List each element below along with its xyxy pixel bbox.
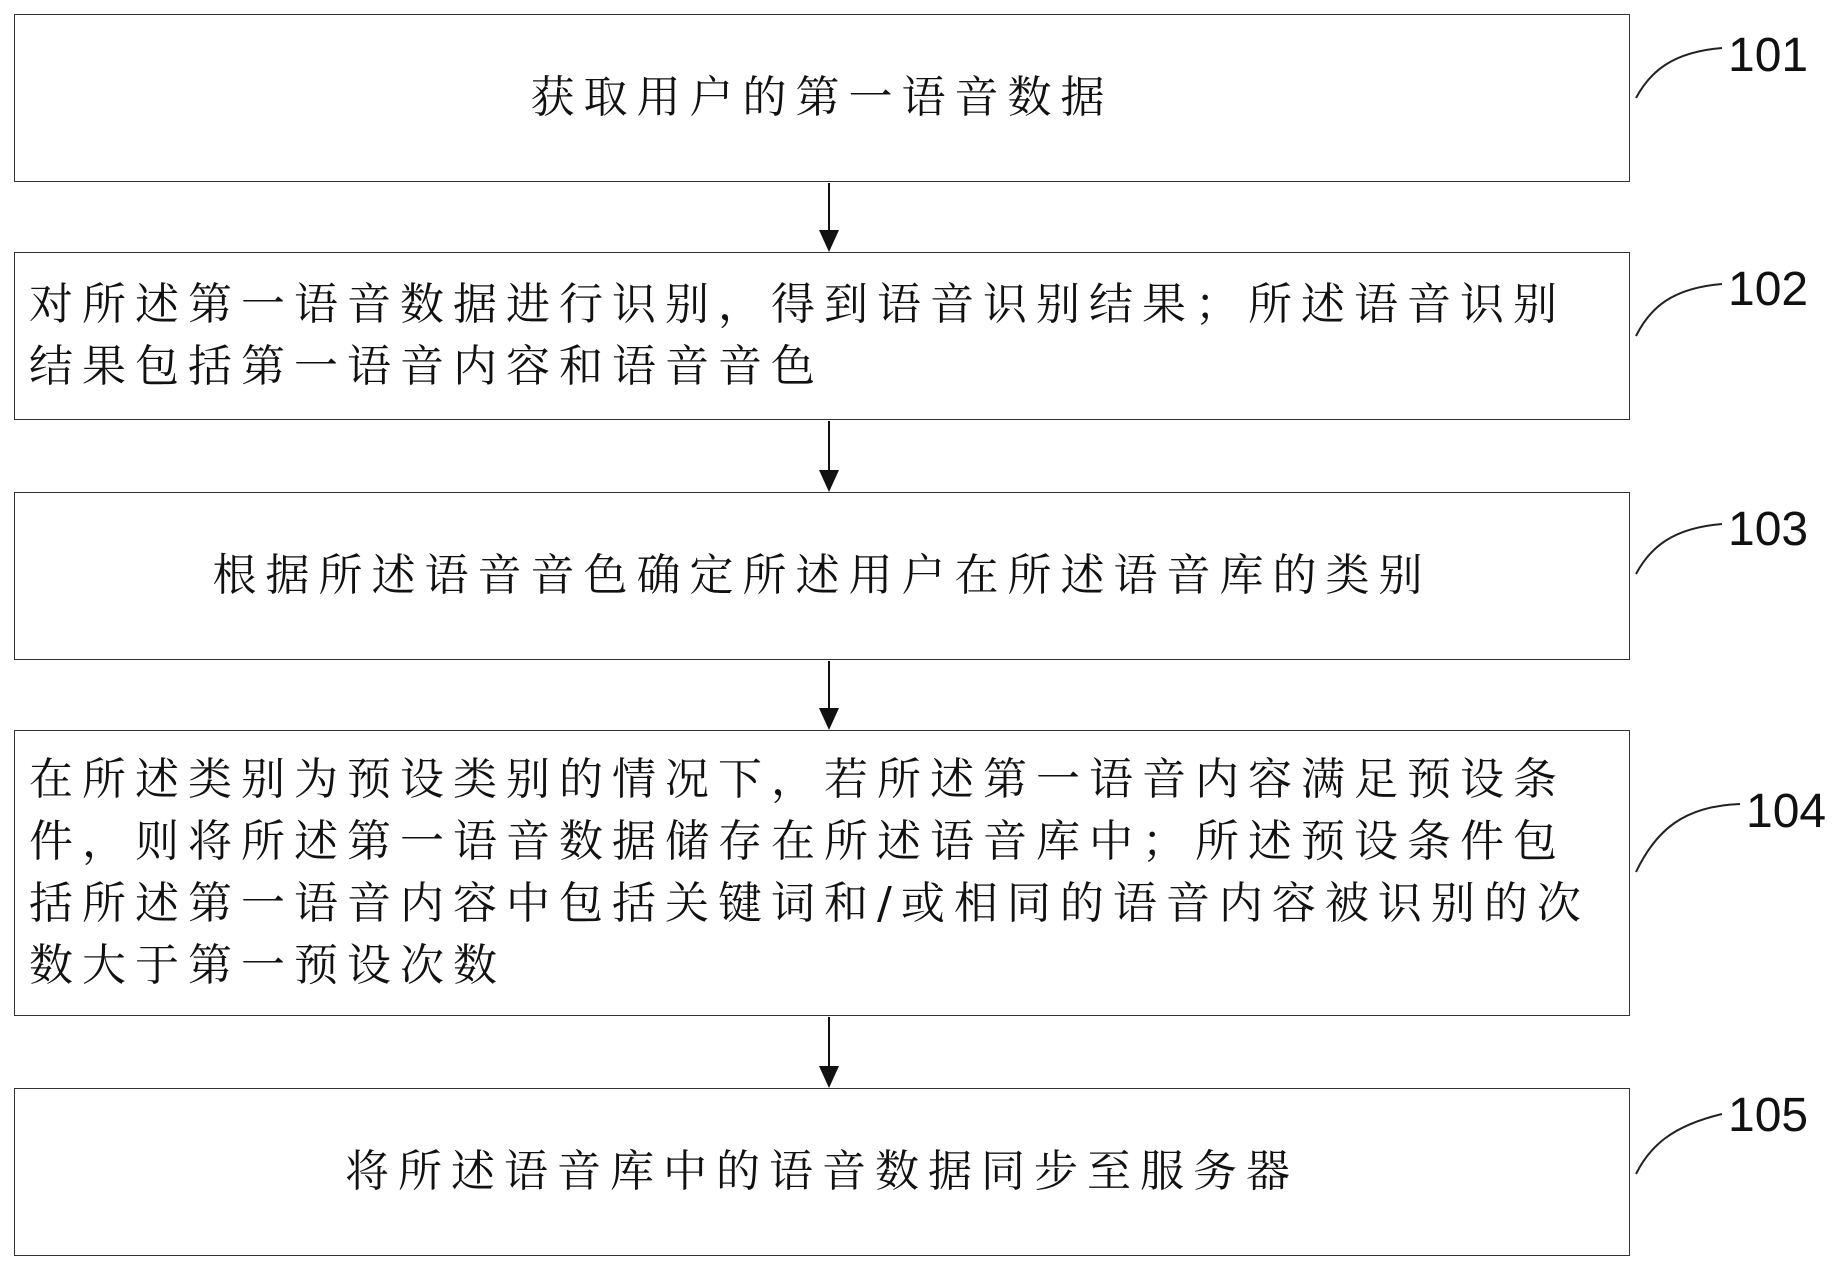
step-101-label: 101: [1728, 29, 1809, 82]
arrow-103-to-104-head: [819, 708, 839, 730]
step-103-text: 根据所述语音音色确定所述用户在所述语音库的类别: [212, 550, 1432, 601]
arrow-104-to-105-head: [819, 1066, 839, 1088]
leader-105: [1636, 1114, 1722, 1174]
leader-104: [1636, 804, 1740, 872]
leader-102: [1636, 284, 1722, 336]
step-103-label: 103: [1728, 503, 1809, 556]
step-104-text: 在所述类别为预设类别的情况下，若所述第一语音内容满足预设条件，则将所述第一语音数据储存在所述语音库中；所述预设条件包括所述第一语音内容中包括关键词和/或相同的语音内容被识别的次数大于第一预设次数: [29, 754, 1590, 991]
step-104-label: 104: [1746, 785, 1827, 838]
leader-103: [1636, 524, 1722, 574]
step-102-text: 对所述第一语音数据进行识别，得到语音识别结果；所述语音识别结果包括第一语音内容和语音音色: [29, 279, 1566, 392]
leader-101: [1636, 48, 1722, 98]
arrow-102-to-103-head: [819, 470, 839, 492]
step-101-text: 获取用户的第一语音数据: [530, 72, 1114, 123]
step-105-text: 将所述语音库中的语音数据同步至服务器: [345, 1146, 1299, 1197]
arrow-101-to-102-head: [819, 230, 839, 252]
step-102-label: 102: [1728, 263, 1809, 316]
step-105-label: 105: [1728, 1089, 1809, 1142]
